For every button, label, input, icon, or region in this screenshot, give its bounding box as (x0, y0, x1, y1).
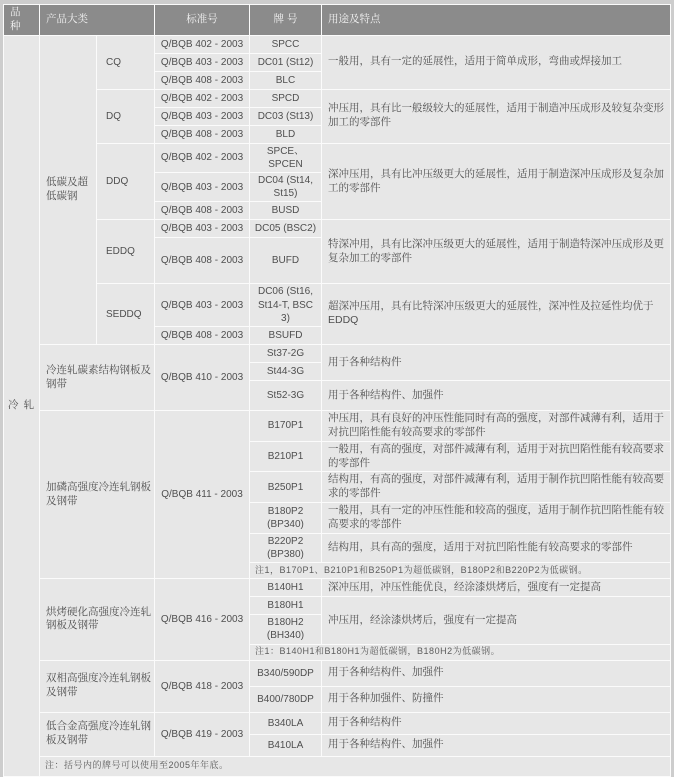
cell-category: 冷连轧碳素结构钢板及钢带 (40, 345, 155, 411)
cell-grade: SPCD (250, 89, 322, 107)
cell-standard: Q/BQB 403 - 2003 (155, 220, 250, 238)
cell-standard: Q/BQB 408 - 2003 (155, 327, 250, 345)
table-row (4, 712, 671, 734)
table-row (4, 220, 671, 238)
cell-usage: 冲压用，具有良好的冲压性能同时有高的强度，对部件减薄有利，适用于对抗凹陷性能有较高要求的零部件 (322, 411, 671, 442)
cell-standard: Q/BQB 402 - 2003 (155, 35, 250, 53)
cell-usage: 用于各种结构件 (322, 712, 671, 734)
cell-grade: DC03 (St13) (250, 107, 322, 125)
cell-standard: Q/BQB 402 - 2003 (155, 143, 250, 172)
cell-grade: B180H2 (BH340) (250, 615, 322, 644)
table-row (4, 756, 671, 776)
cell-usage: 深冲压用，具有比冲压级更大的延展性，适用于制造深冲压成形及复杂加工的零部件 (322, 143, 671, 220)
header-standard: 标准号 (155, 5, 250, 36)
cell-usage: 用于各种结构件、加强件 (322, 381, 671, 411)
cell-subcategory: EDDQ (97, 220, 155, 284)
table-row (4, 579, 671, 597)
cell-usage: 深冲压用，冲压性能优良，经涂漆烘烤后，强度有一定提高 (322, 579, 671, 597)
cell-category: 双相高强度冷连轧钢板及钢带 (40, 660, 155, 712)
cell-category: 加磷高强度冷连轧钢板及钢带 (40, 411, 155, 579)
cell-usage: 冲压用，具有比一般级较大的延展性，适用于制造冲压成形及较复杂变形加工的零部件 (322, 89, 671, 143)
cell-standard: Q/BQB 418 - 2003 (155, 660, 250, 712)
cell-grade: DC01 (St12) (250, 53, 322, 71)
table-row (4, 35, 671, 53)
cell-usage: 一般用，具有一定的冲压性能和较高的强度，适用于制作抗凹陷性能有较高要求的零部件 (322, 503, 671, 534)
table-container (3, 4, 671, 777)
cell-note: 注1：B140H1和B180H1为超低碳钢，B180H2为低碳钢。 (250, 644, 671, 660)
cell-category: 低碳及超低碳钢 (40, 35, 97, 344)
table-row (4, 660, 671, 686)
cell-standard: Q/BQB 408 - 2003 (155, 125, 250, 143)
cell-standard: Q/BQB 403 - 2003 (155, 53, 250, 71)
cell-grade: BLC (250, 71, 322, 89)
header-row (4, 5, 671, 36)
cell-category: 烘烤硬化高强度冷连轧钢板及钢带 (40, 579, 155, 660)
cell-standard: Q/BQB 410 - 2003 (155, 345, 250, 411)
cell-grade: B210P1 (250, 441, 322, 472)
cell-grade: B410LA (250, 734, 322, 756)
cell-standard: Q/BQB 408 - 2003 (155, 238, 250, 284)
cell-standard: Q/BQB 411 - 2003 (155, 411, 250, 579)
cell-product-type: 冷 轧 (4, 35, 40, 776)
cell-note: 注1，B170P1、B210P1和B250P1为超低碳钢，B180P2和B220P2为低碳钢。 (250, 563, 671, 579)
product-table (3, 4, 671, 777)
cell-standard: Q/BQB 403 - 2003 (155, 284, 250, 327)
header-grade: 牌 号 (250, 5, 322, 36)
cell-subcategory: DDQ (97, 143, 155, 220)
table-row (4, 411, 671, 442)
cell-grade: SPCE、SPCEN (250, 143, 322, 172)
cell-usage: 超深冲压用，具有比特深冲压级更大的延展性，深冲性及拉延性均优于EDDQ (322, 284, 671, 345)
cell-standard: Q/BQB 408 - 2003 (155, 202, 250, 220)
cell-grade: BSUFD (250, 327, 322, 345)
cell-grade: BLD (250, 125, 322, 143)
cell-standard: Q/BQB 408 - 2003 (155, 71, 250, 89)
cell-grade: B250P1 (250, 472, 322, 503)
table-row (4, 143, 671, 172)
cell-subcategory: SEDDQ (97, 284, 155, 345)
cell-usage: 结构用，具有高的强度，适用于对抗凹陷性能有较高要求的零部件 (322, 533, 671, 562)
cell-usage: 用于各种结构件、加强件 (322, 660, 671, 686)
cell-grade: DC05 (BSC2) (250, 220, 322, 238)
cell-footer-note: 注：括号内的牌号可以使用至2005年年底。 (40, 756, 671, 776)
cell-grade: B340LA (250, 712, 322, 734)
cell-grade: BUFD (250, 238, 322, 284)
cell-usage: 一般用，有高的强度，对部件减薄有利，适用于对抗凹陷性能有较高要求的零部件 (322, 441, 671, 472)
cell-standard: Q/BQB 403 - 2003 (155, 173, 250, 202)
cell-grade: DC04 (St14, St15) (250, 173, 322, 202)
cell-usage: 特深冲用，具有比深冲压级更大的延展性，适用于制造特深冲压成形及更复杂加工的零部件 (322, 220, 671, 284)
cell-usage: 结构用，有高的强度，对部件减薄有利，适用于制作抗凹陷性能有较高要求的零部件 (322, 472, 671, 503)
cell-grade: St52-3G (250, 381, 322, 411)
cell-grade: B180H1 (250, 597, 322, 615)
cell-grade: B400/780DP (250, 686, 322, 712)
cell-grade: B220P2 (BP380) (250, 533, 322, 562)
cell-standard: Q/BQB 402 - 2003 (155, 89, 250, 107)
header-category: 产品大类 (40, 5, 155, 36)
cell-standard: Q/BQB 416 - 2003 (155, 579, 250, 660)
cell-category: 低合金高强度冷连轧钢板及钢带 (40, 712, 155, 756)
cell-subcategory: DQ (97, 89, 155, 143)
table-row (4, 284, 671, 327)
cell-grade: SPCC (250, 35, 322, 53)
table-row (4, 89, 671, 107)
cell-usage: 用于各种加强件、防撞件 (322, 686, 671, 712)
cell-usage: 用于各种结构件、加强件 (322, 734, 671, 756)
cell-usage: 冲压用，经涂漆烘烤后，强度有一定提高 (322, 597, 671, 644)
cell-grade: BUSD (250, 202, 322, 220)
cell-grade: B140H1 (250, 579, 322, 597)
cell-standard: Q/BQB 419 - 2003 (155, 712, 250, 756)
cell-grade: DC06 (St16, St14-T, BSC 3) (250, 284, 322, 327)
header-product-type: 品 种 (4, 5, 40, 36)
cell-grade: St37-2G (250, 345, 322, 363)
cell-standard: Q/BQB 403 - 2003 (155, 107, 250, 125)
cell-usage: 一般用，具有一定的延展性，适用于简单成形，弯曲或焊接加工 (322, 35, 671, 89)
cell-subcategory: CQ (97, 35, 155, 89)
cell-usage: 用于各种结构件 (322, 345, 671, 381)
cell-grade: B180P2 (BP340) (250, 503, 322, 534)
header-usage: 用途及特点 (322, 5, 671, 36)
cell-grade: B170P1 (250, 411, 322, 442)
cell-grade: St44-3G (250, 363, 322, 381)
cell-grade: B340/590DP (250, 660, 322, 686)
table-row (4, 345, 671, 363)
